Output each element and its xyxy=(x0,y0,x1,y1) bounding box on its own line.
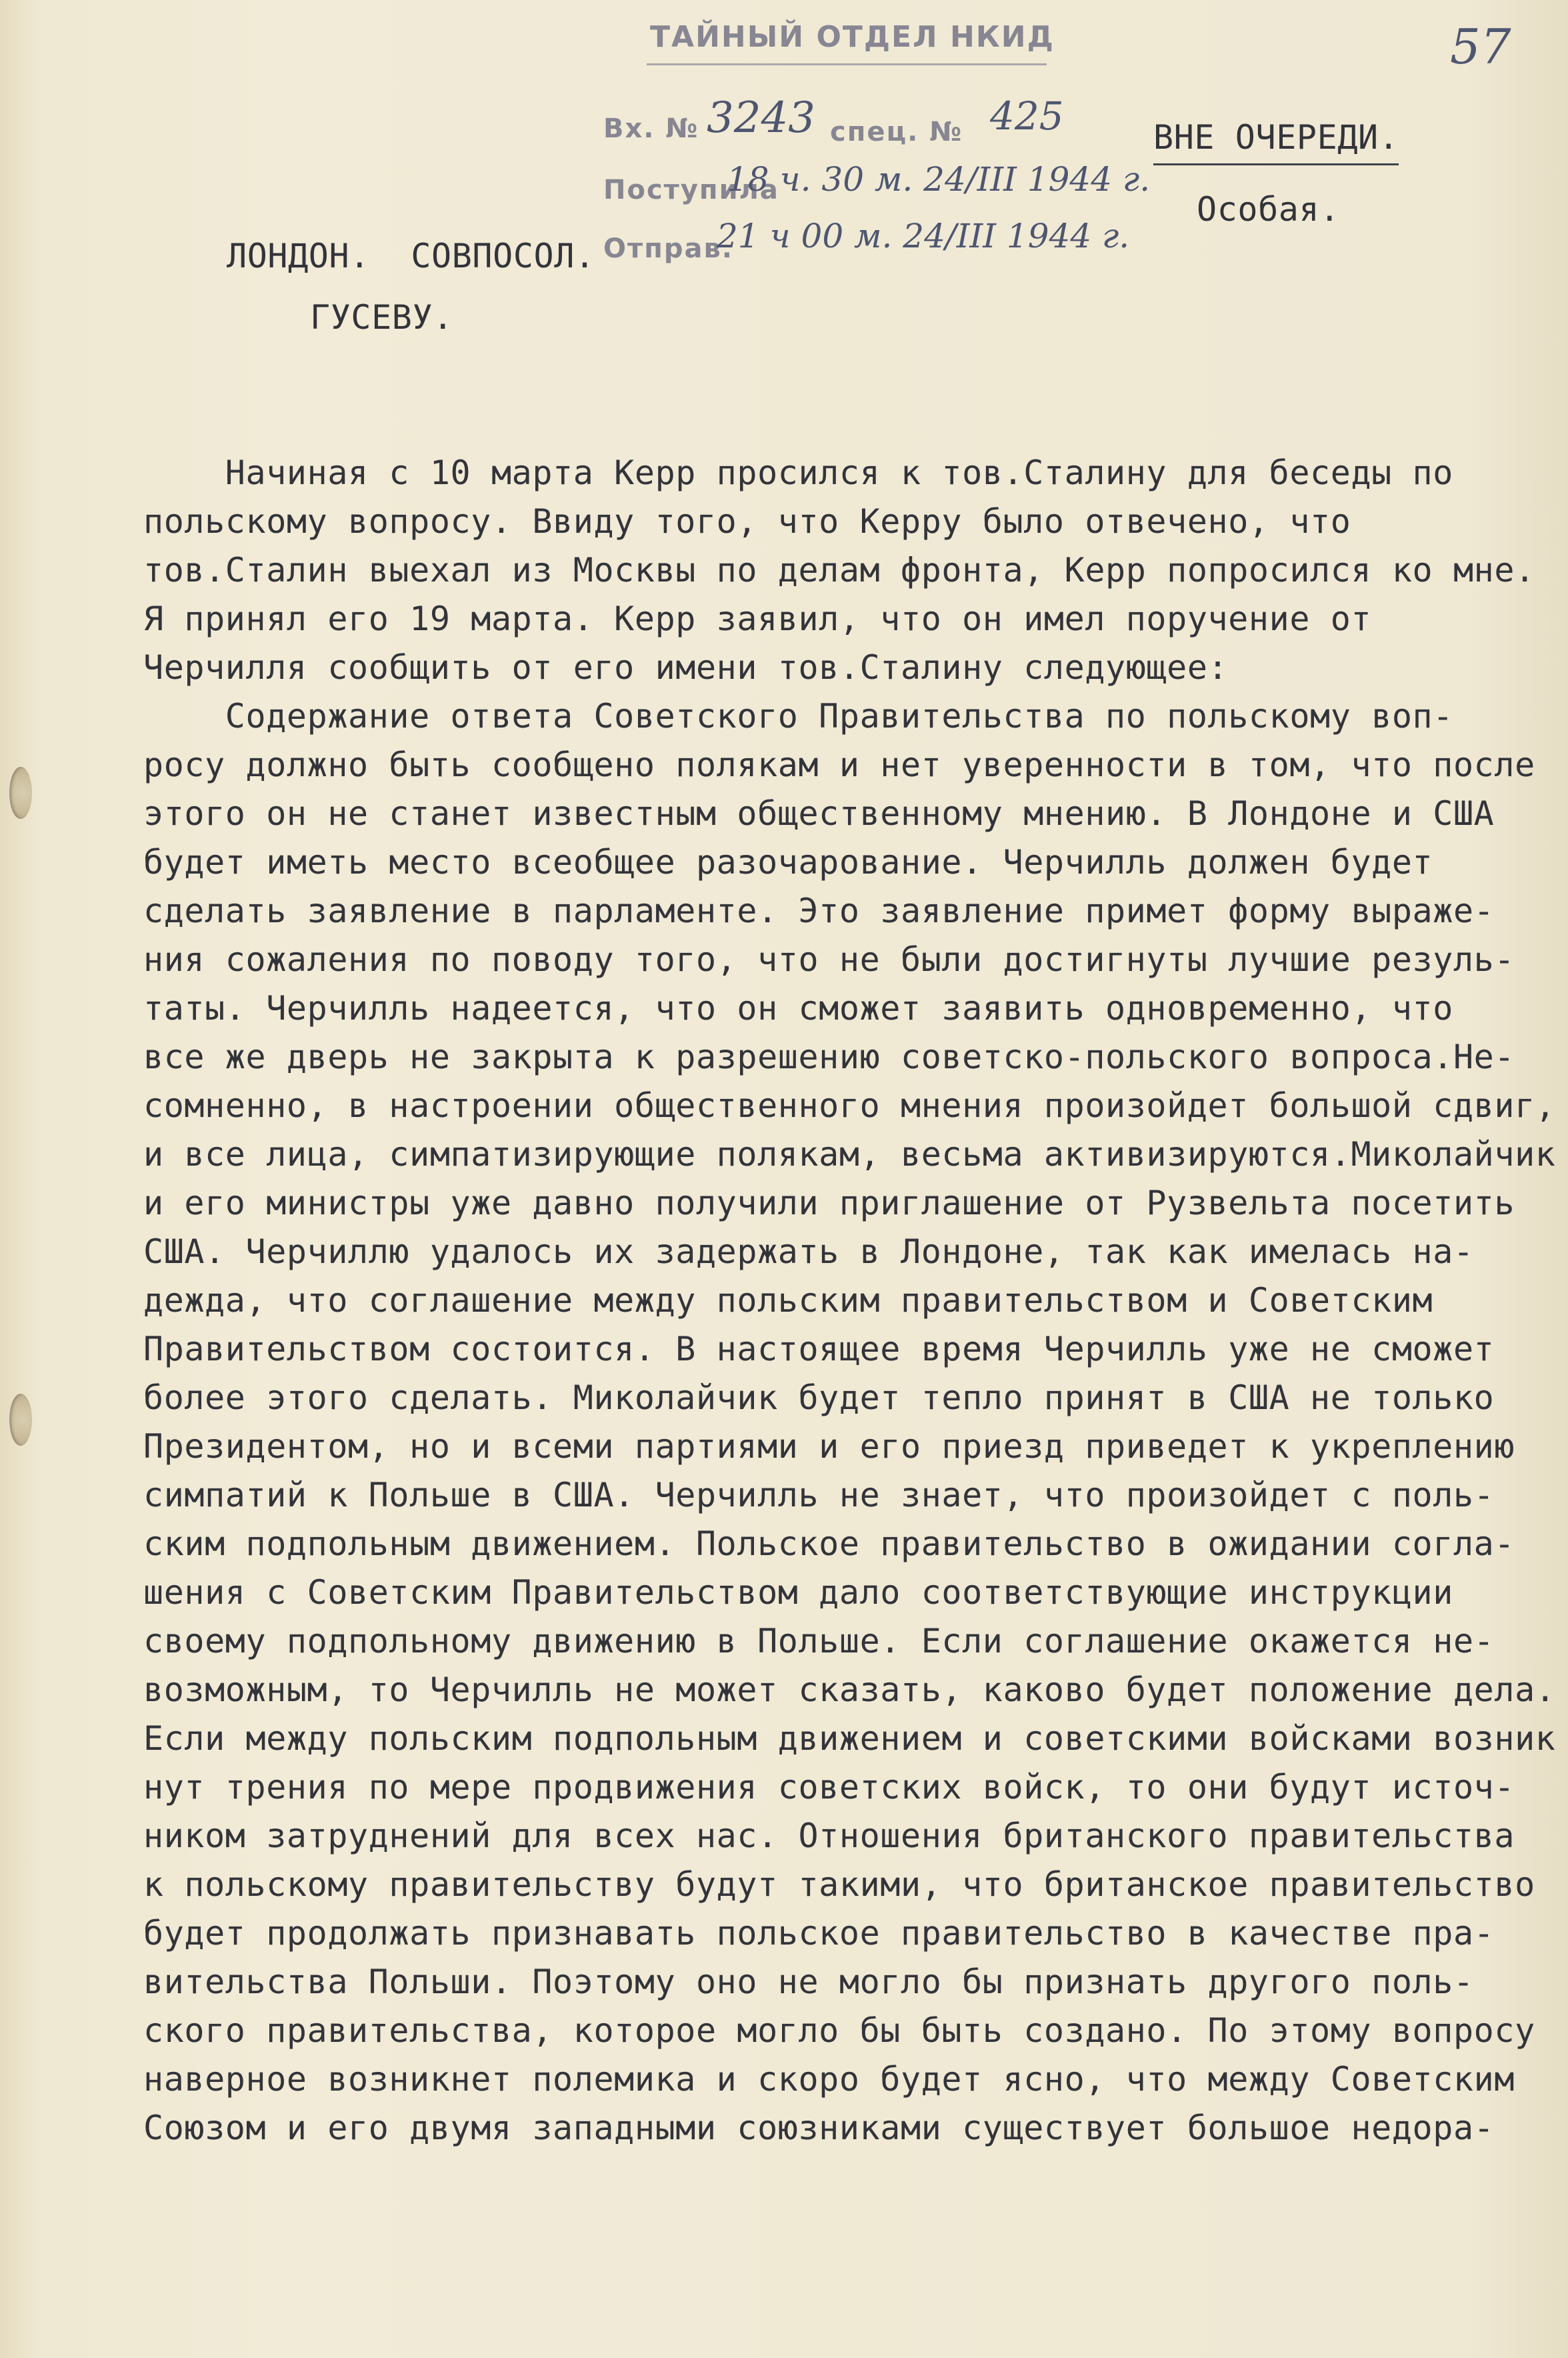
line-17: США. Черчиллю удалось их задержать в Лондоне, так как имелась на- xyxy=(143,1232,1474,1271)
line-11: ния сожаления по поводу того, что не были достигнуты лучшие резуль- xyxy=(143,940,1515,979)
line-15: и все лица, симпатизирующие полякам, весьма активизируются.Миколайчик xyxy=(143,1135,1556,1174)
line-24: шения с Советским Правительством дало соответствующие инструкции xyxy=(143,1573,1453,1612)
stamp-received-label: Поступила xyxy=(603,175,779,205)
priority-heading: ВНЕ ОЧЕРЕДИ. xyxy=(1153,113,1399,165)
line-18: дежда, что соглашение между польским правительством и Советским xyxy=(143,1281,1433,1320)
line-32: вительства Польши. Поэтому оно не могло бы признать другого поль- xyxy=(143,1963,1474,2001)
classification: Особая. xyxy=(1197,190,1340,229)
stamp-sent-label: Отправ. xyxy=(603,233,733,264)
line-06: Содержание ответа Советского Правительства по польскому воп- xyxy=(143,697,1453,736)
line-26: возможным, то Черчилль не может сказать, каково будет положение дела. xyxy=(143,1670,1556,1709)
line-13: все же дверь не закрыта к разрешению советско-польского вопроса.Не- xyxy=(143,1038,1515,1076)
line-23: ским подпольным движением. Польское правительство в ожидании согла- xyxy=(143,1524,1515,1563)
stamp-received-value: 18 ч. 30 м. 24/III 1944 г. xyxy=(727,160,1151,199)
line-10: сделать заявление в парламенте. Это заявление примет форму выраже- xyxy=(143,892,1495,930)
line-27: Если между польским подпольным движением и советскими войсками возник xyxy=(143,1719,1556,1758)
stamp-spec-number: 425 xyxy=(990,93,1064,139)
line-22: симпатий к Польше в США. Черчилль не знает, что произойдет с поль- xyxy=(143,1476,1495,1514)
stamp-department: ТАЙНЫЙ ОТДЕЛ НКИД xyxy=(650,20,1055,54)
line-19: Правительством состоится. В настоящее время Черчилль уже не сможет xyxy=(143,1330,1495,1368)
line-03: тов.Сталин выехал из Москвы по делам фронта, Керр попросился ко мне. xyxy=(143,551,1535,590)
line-14: сомненно, в настроении общественного мнения произойдет большой сдвиг, xyxy=(143,1086,1556,1125)
line-20: более этого сделать. Миколайчик будет тепло принят в США не только xyxy=(143,1378,1495,1417)
line-07: росу должно быть сообщено полякам и нет уверенности в том, что после xyxy=(143,746,1535,784)
line-12: таты. Черчилль надеется, что он сможет заявить одновременно, что xyxy=(143,989,1453,1028)
line-34: наверное возникнет полемика и скоро будет ясно, что между Советским xyxy=(143,2060,1515,2099)
line-16: и его министры уже давно получили приглашение от Рузвельта посетить xyxy=(143,1184,1515,1222)
line-29: ником затруднений для всех нас. Отношения британского правительства xyxy=(143,1817,1515,1855)
stamp-sent-value: 21 ч 00 м. 24/III 1944 г. xyxy=(717,217,1130,255)
line-02: польскому вопросу. Ввиду того, что Керру было отвечено, что xyxy=(143,502,1351,541)
line-09: будет иметь место всеобщее разочарование. Черчилль должен будет xyxy=(143,843,1433,882)
line-25: своему подпольному движению в Польше. Если соглашение окажется не- xyxy=(143,1622,1495,1660)
line-04: Я принял его 19 марта. Керр заявил, что он имел поручение от xyxy=(143,600,1372,638)
stamp-in-label: Вх. № xyxy=(603,113,699,144)
line-30: к польскому правительству будут такими, что британское правительство xyxy=(143,1865,1535,1904)
address-line: ЛОНДОН. СОВПОСОЛ. xyxy=(227,237,595,275)
stamp-spec-label: спец. № xyxy=(830,117,963,147)
line-08: этого он не станет известным общественному мнению. В Лондоне и США xyxy=(143,794,1495,833)
page-number: 57 xyxy=(1450,19,1511,75)
line-01: Начиная с 10 марта Керр просился к тов.Сталину для беседы по xyxy=(143,453,1453,492)
line-28: нут трения по мере продвижения советских войск, то они будут источ- xyxy=(143,1768,1515,1807)
line-35: Союзом и его двумя западными союзниками существует большое недора- xyxy=(143,2109,1495,2147)
stamp-in-number: 3243 xyxy=(707,93,815,143)
line-31: будет продолжать признавать польское правительство в качестве пра- xyxy=(143,1914,1495,1953)
recipient: ГУСЕВУ. xyxy=(310,298,453,337)
stamp-rule xyxy=(647,63,1047,65)
line-05: Черчилля сообщить от его имени тов.Сталину следующее: xyxy=(143,648,1229,687)
punch-hole-top xyxy=(9,767,32,819)
line-33: ского правительства, которое могло бы быть создано. По этому вопросу xyxy=(143,2011,1535,2050)
line-21: Президентом, но и всеми партиями и его приезд приведет к укреплению xyxy=(143,1427,1515,1466)
punch-hole-bottom xyxy=(9,1394,32,1446)
